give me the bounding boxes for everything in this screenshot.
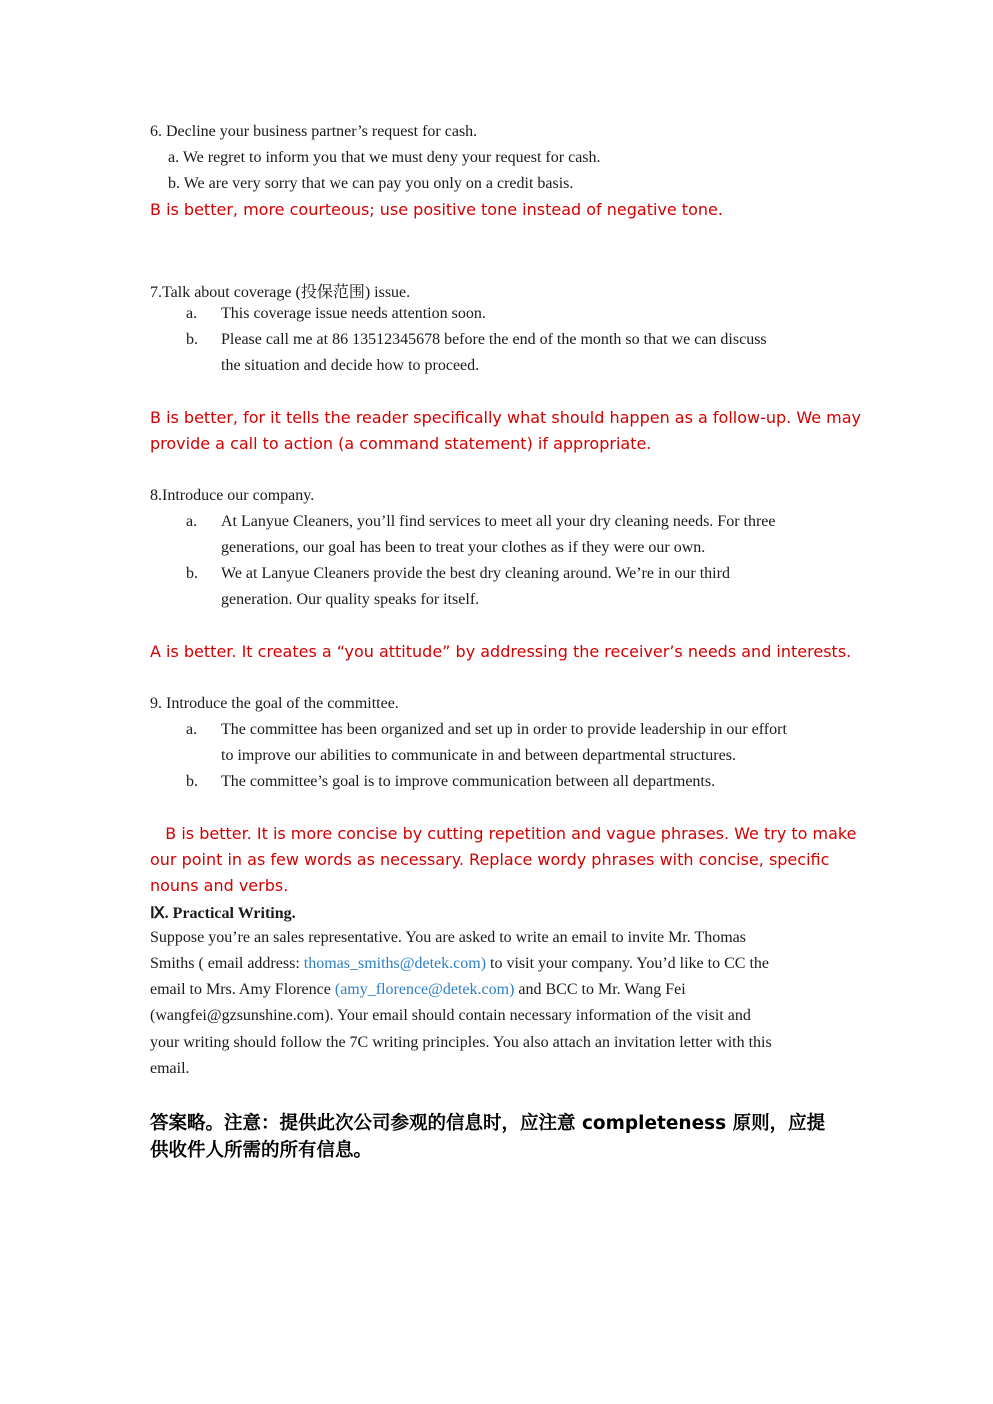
q7-option-b-text: Please call me at 86 13512345678 before the end of the month so that we can discuss	[221, 331, 767, 348]
section-body-line: Suppose you’re an sales representative. You are asked to write an email to invite Mr. Thomas	[150, 929, 747, 946]
note-line: 供收件人所需的所有信息。	[150, 1140, 373, 1161]
watermark	[30, 0, 818, 600]
section-body-text: and BCC to Mr. Wang Fei	[514, 981, 686, 998]
q7-option-b-letter: b.	[186, 331, 198, 348]
q9-option-a-text: The committee has been organized and set up in order to provide leadership in our effort	[221, 721, 787, 738]
q8-option-a-text: generations, our goal has been to treat your clothes as if they were our own.	[221, 539, 706, 556]
q8-option-a-text: At Lanyue Cleaners, you’ll find services to meet all your dry cleaning needs. For three	[221, 513, 776, 530]
section-body-text: email to Mrs. Amy Florence	[150, 981, 335, 998]
section-body-line: (wangfei@gzsunshine.com). Your email should contain necessary information of the visit and	[150, 1007, 751, 1024]
q7-answer: provide a call to action (a command statement) if appropriate.	[150, 434, 652, 453]
q9-option-a-letter: a.	[186, 721, 198, 738]
section-body-line: your writing should follow the 7C writing principles. You also attach an invitation letter with this	[150, 1034, 772, 1051]
section-body-text: Smiths ( email address:	[150, 955, 304, 972]
q7-option-b-text: the situation and decide how to proceed.	[221, 357, 480, 374]
q8-prompt: 8.Introduce our company.	[150, 487, 315, 504]
q6-option-a: a. We regret to inform you that we must deny your request for cash.	[168, 149, 601, 166]
q9-option-b-letter: b.	[186, 773, 198, 790]
section-body-line	[150, 955, 769, 973]
q9-answer: our point in as few words as necessary. Replace wordy phrases with concise, specific	[150, 850, 830, 869]
q9-answer: B is better. It is more concise by cutting repetition and vague phrases. We try to make	[150, 824, 857, 843]
q9-option-b-text: The committee’s goal is to improve communication between all departments.	[221, 773, 716, 790]
q7-answer: B is better, for it tells the reader specifically what should happen as a follow-up. We may	[150, 408, 862, 427]
q8-answer: A is better. It creates a “you attitude” by addressing the receiver’s needs and interests.	[150, 642, 852, 661]
q7-option-a-letter: a.	[186, 305, 198, 322]
email-link-amy[interactable]: (amy_florence@detek.com)	[334, 981, 515, 998]
section-body-line	[150, 981, 686, 999]
q6-prompt: 6. Decline your business partner’s request for cash.	[150, 123, 478, 140]
q8-option-b-text: We at Lanyue Cleaners provide the best dry cleaning around. We’re in our third	[221, 565, 730, 582]
q6-option-b: b. We are very sorry that we can pay you only on a credit basis.	[168, 175, 574, 192]
email-link-thomas[interactable]: thomas_smiths@detek.com)	[303, 955, 487, 972]
q6-answer: B is better, more courteous; use positive tone instead of negative tone.	[150, 200, 723, 219]
q8-option-b-letter: b.	[186, 565, 198, 582]
q8-option-a-letter: a.	[186, 513, 198, 530]
q9-option-a-text: to improve our abilities to communicate in and between departmental structures.	[221, 747, 736, 764]
q7-prompt: 7.Talk about coverage (投保范围) issue.	[150, 284, 411, 301]
q9-prompt: 9. Introduce the goal of the committee.	[150, 695, 399, 712]
section-body-text: to visit your company. You’d like to CC the	[486, 955, 769, 972]
q8-option-b-text: generation. Our quality speaks for itself.	[221, 591, 480, 608]
section-heading: Ⅸ. Practical Writing.	[150, 905, 296, 922]
q7-option-a-text: This coverage issue needs attention soon.	[221, 305, 486, 322]
note-line: 答案略。注意：提供此次公司参观的信息时，应注意 completeness 原则，应提	[150, 1113, 826, 1134]
q9-answer: nouns and verbs.	[150, 876, 289, 895]
section-body-line: email.	[150, 1060, 190, 1077]
